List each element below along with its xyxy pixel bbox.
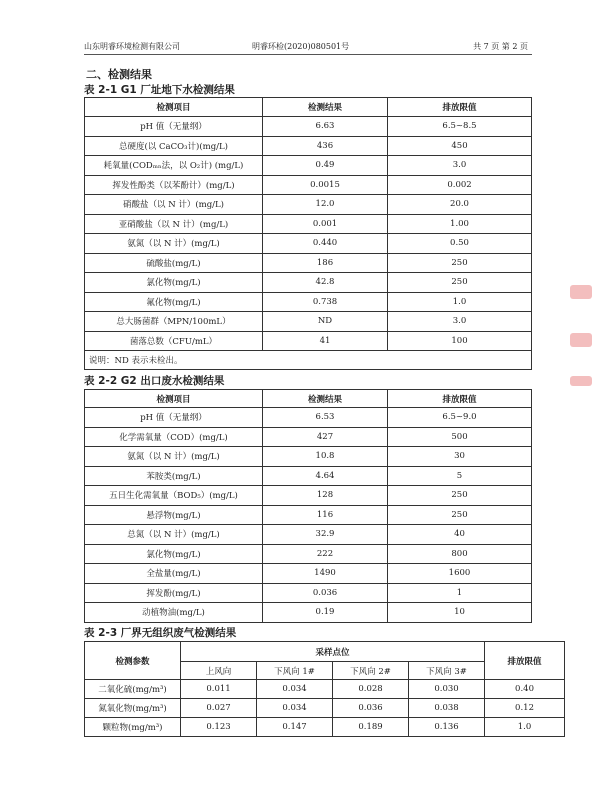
point-downwind-3: 下风向 3# bbox=[409, 662, 485, 680]
wastewater-table bbox=[84, 389, 532, 623]
table-row bbox=[85, 156, 532, 176]
table-row bbox=[85, 214, 532, 234]
col-header-limit: 排放限值 bbox=[388, 98, 532, 117]
table-cell: 500 bbox=[388, 427, 532, 447]
table-cell: 6.5~8.5 bbox=[388, 117, 532, 137]
table-cell: 总硬度(以 CaCO₃计)(mg/L) bbox=[85, 136, 263, 156]
table-cell: 氨氮（以 N 计）(mg/L) bbox=[85, 234, 263, 254]
table-cell: 0.001 bbox=[263, 214, 388, 234]
table1-caption: 表 2-1 G1 厂址地下水检测结果 bbox=[84, 84, 235, 96]
table-cell: 436 bbox=[263, 136, 388, 156]
table-cell: 全盐量(mg/L) bbox=[85, 564, 263, 584]
seal-mark bbox=[570, 333, 592, 347]
table-cell: 0.147 bbox=[257, 718, 333, 737]
table-cell: 3.0 bbox=[388, 156, 532, 176]
table-cell: ND bbox=[263, 312, 388, 332]
table-row bbox=[85, 699, 565, 718]
report-number: 明睿环检(2020)080501号 bbox=[252, 42, 350, 51]
table-cell: 186 bbox=[263, 253, 388, 273]
table-cell: 128 bbox=[263, 486, 388, 506]
table-cell: 6.53 bbox=[263, 408, 388, 428]
table-cell: 0.12 bbox=[485, 699, 565, 718]
table-cell: 10.8 bbox=[263, 447, 388, 467]
table-cell: 1490 bbox=[263, 564, 388, 584]
table-cell: 苯胺类(mg/L) bbox=[85, 466, 263, 486]
table-cell: 氯化物(mg/L) bbox=[85, 544, 263, 564]
table-cell: 42.8 bbox=[263, 273, 388, 293]
table-row bbox=[85, 234, 532, 254]
table-cell: 五日生化需氧量（BOD₅）(mg/L) bbox=[85, 486, 263, 506]
table-cell: 0.034 bbox=[257, 680, 333, 699]
table-cell: 挥发酚(mg/L) bbox=[85, 583, 263, 603]
col-header-param: 检测参数 bbox=[85, 642, 181, 680]
table-cell: 1600 bbox=[388, 564, 532, 584]
table-cell: 250 bbox=[388, 505, 532, 525]
table-cell: 5 bbox=[388, 466, 532, 486]
table2-caption: 表 2-2 G2 出口废水检测结果 bbox=[84, 375, 225, 387]
col-header-limit: 排放限值 bbox=[485, 642, 565, 680]
table-cell: 250 bbox=[388, 273, 532, 293]
table-row bbox=[85, 117, 532, 137]
table-cell: 222 bbox=[263, 544, 388, 564]
table-row bbox=[85, 680, 565, 699]
table-cell: 硝酸盐（以 N 计）(mg/L) bbox=[85, 195, 263, 215]
table-cell: 0.030 bbox=[409, 680, 485, 699]
table-row bbox=[85, 331, 532, 351]
table-cell: 化学需氧量（COD）(mg/L) bbox=[85, 427, 263, 447]
table-cell: 氨氮（以 N 计）(mg/L) bbox=[85, 447, 263, 467]
table-cell: 颗粒物(mg/m³) bbox=[85, 718, 181, 737]
table-cell: 0.50 bbox=[388, 234, 532, 254]
table-row bbox=[85, 195, 532, 215]
table-row bbox=[85, 544, 532, 564]
col-header-result: 检测结果 bbox=[263, 390, 388, 408]
table-row bbox=[85, 447, 532, 467]
table-cell: 总氮（以 N 计）(mg/L) bbox=[85, 525, 263, 545]
table-cell: 菌落总数（CFU/mL） bbox=[85, 331, 263, 351]
page-indicator: 共 7 页 第 2 页 bbox=[473, 42, 528, 51]
point-downwind-2: 下风向 2# bbox=[333, 662, 409, 680]
table-cell: 0.028 bbox=[333, 680, 409, 699]
table-header-row bbox=[85, 98, 532, 117]
table-cell: 0.036 bbox=[333, 699, 409, 718]
table-cell: 0.136 bbox=[409, 718, 485, 737]
table-cell: 32.9 bbox=[263, 525, 388, 545]
table-cell: pH 值（无量纲） bbox=[85, 408, 263, 428]
table-row bbox=[85, 583, 532, 603]
col-header-points: 采样点位 bbox=[181, 642, 485, 662]
table-cell: 20.0 bbox=[388, 195, 532, 215]
table-cell: 挥发性酚类（以苯酚计）(mg/L) bbox=[85, 175, 263, 195]
table-row bbox=[85, 253, 532, 273]
col-header-item: 检测项目 bbox=[85, 98, 263, 117]
table-cell: 0.0015 bbox=[263, 175, 388, 195]
table-cell: 悬浮物(mg/L) bbox=[85, 505, 263, 525]
table-cell: 0.440 bbox=[263, 234, 388, 254]
table-cell: 30 bbox=[388, 447, 532, 467]
table-cell: 0.038 bbox=[409, 699, 485, 718]
table-cell: 耗氧量(CODₘₙ法，以 O₂计) (mg/L) bbox=[85, 156, 263, 176]
col-header-item: 检测项目 bbox=[85, 390, 263, 408]
table-row bbox=[85, 408, 532, 428]
table-cell: 氯化物(mg/L) bbox=[85, 273, 263, 293]
table-row bbox=[85, 292, 532, 312]
table-cell: 氟化物(mg/L) bbox=[85, 292, 263, 312]
table-cell: 0.40 bbox=[485, 680, 565, 699]
table-cell: 1.0 bbox=[485, 718, 565, 737]
table-cell: 0.034 bbox=[257, 699, 333, 718]
table-cell: 427 bbox=[263, 427, 388, 447]
table-cell: 100 bbox=[388, 331, 532, 351]
table-cell: 250 bbox=[388, 486, 532, 506]
groundwater-table bbox=[84, 97, 532, 370]
table-cell: 0.123 bbox=[181, 718, 257, 737]
table-cell: 800 bbox=[388, 544, 532, 564]
col-header-result: 检测结果 bbox=[263, 98, 388, 117]
point-upwind: 上风向 bbox=[181, 662, 257, 680]
table-cell: 1.0 bbox=[388, 292, 532, 312]
table-cell: 116 bbox=[263, 505, 388, 525]
table-cell: 3.0 bbox=[388, 312, 532, 332]
table-row bbox=[85, 505, 532, 525]
table-header-row bbox=[85, 642, 565, 662]
table-cell: 硫酸盐(mg/L) bbox=[85, 253, 263, 273]
table-note: 说明：ND 表示未检出。 bbox=[85, 351, 532, 370]
table-row bbox=[85, 525, 532, 545]
table-row bbox=[85, 175, 532, 195]
table-cell: 0.19 bbox=[263, 603, 388, 623]
table-cell: 40 bbox=[388, 525, 532, 545]
table-row bbox=[85, 273, 532, 293]
table-cell: 动植物油(mg/L) bbox=[85, 603, 263, 623]
table-cell: 41 bbox=[263, 331, 388, 351]
seal-mark bbox=[570, 285, 592, 299]
company-name: 山东明睿环境检测有限公司 bbox=[84, 42, 180, 51]
table-cell: pH 值（无量纲） bbox=[85, 117, 263, 137]
table-header-row bbox=[85, 390, 532, 408]
table-note-row bbox=[85, 351, 532, 370]
table-cell: 0.49 bbox=[263, 156, 388, 176]
table-cell: 0.002 bbox=[388, 175, 532, 195]
table-cell: 0.027 bbox=[181, 699, 257, 718]
table-cell: 6.63 bbox=[263, 117, 388, 137]
table-cell: 1.00 bbox=[388, 214, 532, 234]
table-cell: 0.011 bbox=[181, 680, 257, 699]
table-cell: 总大肠菌群（MPN/100mL） bbox=[85, 312, 263, 332]
table-cell: 1 bbox=[388, 583, 532, 603]
seal-mark bbox=[570, 376, 592, 386]
table-cell: 10 bbox=[388, 603, 532, 623]
table-row bbox=[85, 564, 532, 584]
table-cell: 450 bbox=[388, 136, 532, 156]
exhaust-gas-table bbox=[84, 641, 565, 737]
table-row bbox=[85, 486, 532, 506]
table-row bbox=[85, 312, 532, 332]
section-title: 二、检测结果 bbox=[86, 68, 152, 81]
table3-caption: 表 2-3 厂界无组织废气检测结果 bbox=[84, 627, 237, 639]
table-cell: 二氧化硫(mg/m³) bbox=[85, 680, 181, 699]
table-cell: 亚硝酸盐（以 N 计）(mg/L) bbox=[85, 214, 263, 234]
table-cell: 0.189 bbox=[333, 718, 409, 737]
table-row bbox=[85, 603, 532, 623]
table-row bbox=[85, 466, 532, 486]
col-header-limit: 排放限值 bbox=[388, 390, 532, 408]
table-cell: 250 bbox=[388, 253, 532, 273]
table-cell: 4.64 bbox=[263, 466, 388, 486]
table-row bbox=[85, 427, 532, 447]
table-row bbox=[85, 136, 532, 156]
table-cell: 12.0 bbox=[263, 195, 388, 215]
table-cell: 0.036 bbox=[263, 583, 388, 603]
table-row bbox=[85, 718, 565, 737]
table-cell: 氮氧化物(mg/m³) bbox=[85, 699, 181, 718]
table-cell: 6.5~9.0 bbox=[388, 408, 532, 428]
table-cell: 0.738 bbox=[263, 292, 388, 312]
page-header bbox=[84, 40, 532, 55]
point-downwind-1: 下风向 1# bbox=[257, 662, 333, 680]
